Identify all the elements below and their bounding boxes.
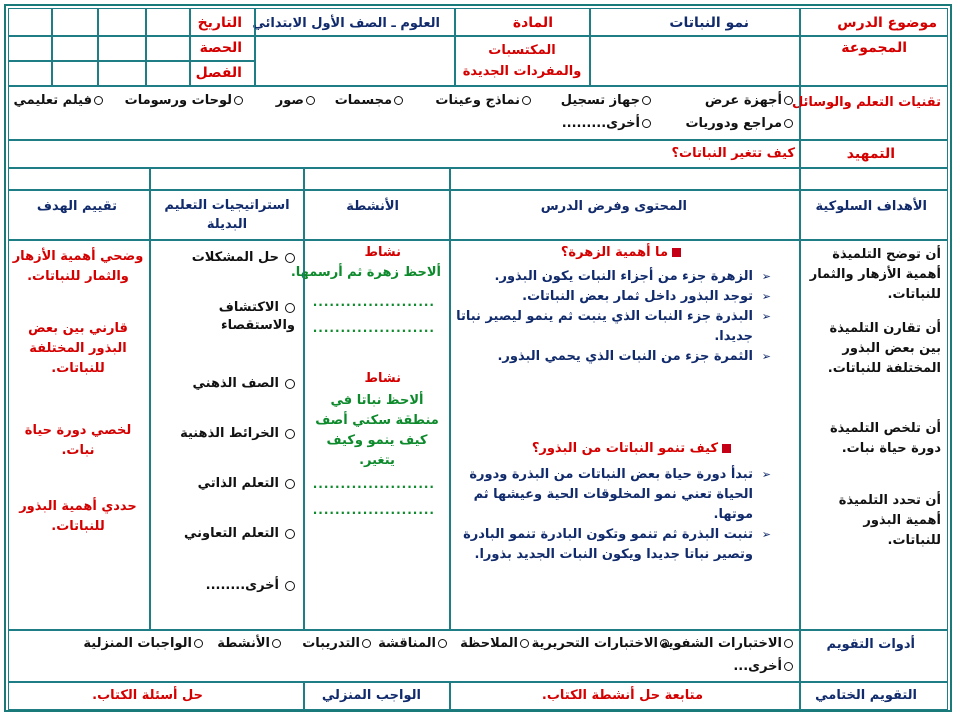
assessment-option[interactable]: الملاحظة (460, 636, 529, 651)
grid-cell[interactable] (52, 8, 98, 36)
radio-icon[interactable] (784, 96, 793, 105)
materials-option-3d-models[interactable]: مجسمات (335, 93, 403, 108)
strategy-item: الاكتشاف والاستقصاء (218, 300, 295, 333)
radio-icon[interactable] (642, 119, 651, 128)
content-cell (450, 240, 800, 630)
strategy-item: التعلم الذاتي (198, 475, 295, 493)
intro-label-cell (800, 140, 948, 168)
assessment-tools-label-cell (800, 630, 948, 682)
spacer-cell (450, 168, 800, 190)
radio-icon[interactable] (438, 639, 447, 648)
final-eval-value-cell (450, 682, 800, 710)
grid-cell[interactable] (146, 8, 190, 36)
radio-icon[interactable] (642, 96, 651, 105)
evaluation-1: وضحي أهمية الأزهار والثمار للنباتات. (12, 249, 144, 284)
period-label-cell (190, 36, 255, 61)
radio-icon[interactable] (660, 639, 669, 648)
new-vocab-label-cell (455, 36, 590, 86)
objective-2: أن تقارن التلميذة بين بعض البذور المختلفة للنباتات. (827, 321, 941, 376)
homework-value-cell (8, 682, 304, 710)
subject-label: المادة (512, 15, 553, 31)
radio-icon[interactable] (194, 639, 203, 648)
assessment-option[interactable]: الأنشطة (217, 636, 281, 651)
homework-value: حل أسئلة الكتاب. (92, 688, 203, 703)
materials-option-other[interactable]: أخرى......... (562, 116, 651, 131)
radio-icon[interactable] (394, 96, 403, 105)
date-label-cell (190, 8, 255, 36)
materials-option-posters[interactable]: لوحات ورسومات (125, 93, 243, 108)
homework-label-cell (304, 682, 450, 710)
activity-1-text: ألاحظ زهرة ثم أرسمها. (290, 265, 441, 280)
class-label-cell (190, 61, 255, 86)
radio-icon[interactable] (784, 119, 793, 128)
new-vocab-value-cell[interactable] (255, 36, 455, 86)
circle-bullet-icon (285, 581, 295, 591)
new-vocab-label: المكتسبات والمفردات الجديدة (462, 43, 582, 79)
content-list-2 (455, 465, 771, 565)
strategy-item: الخرائط الذهنية (180, 425, 295, 443)
square-bullet-icon (672, 248, 681, 257)
spacer-cell (150, 168, 304, 190)
final-eval-label-cell (800, 682, 948, 710)
materials-option-models[interactable]: نماذج وعينات (435, 93, 531, 108)
grid-cell[interactable] (8, 61, 52, 86)
strategies-cell (150, 240, 304, 630)
materials-option-references[interactable]: مراجع ودوريات (685, 116, 793, 131)
content-item: ➢ الثمرة جزء من النبات الذي يحمي البذور. (455, 347, 771, 367)
materials-label-cell (791, 86, 948, 140)
lesson-topic-value: نمو النباتات (669, 15, 749, 31)
grid-cell[interactable] (98, 36, 146, 61)
content-item: ➢ البذرة جزء النبات الذي ينبت ثم ينمو ليصير نباتا جديدا. (455, 307, 771, 347)
objective-1: أن توضح التلميذة أهمية الأزهار والثمار للنباتات. (809, 247, 941, 302)
radio-icon[interactable] (234, 96, 243, 105)
content-question-2: كيف تنمو النباتات من البذور؟ (532, 441, 731, 456)
intro-label: التمهيد (846, 146, 895, 162)
col-objectives-header: الأهداف السلوكية (800, 190, 948, 240)
objective-4: أن تحدد التلميذة أهمية البذور للنباتات. (838, 493, 941, 548)
assessment-option-other[interactable]: أخرى... (733, 659, 793, 674)
evaluation-4: حددي أهمية البذور للنباتات. (19, 499, 137, 534)
radio-icon[interactable] (94, 96, 103, 105)
col-activities-header: الأنشطة (304, 190, 450, 240)
col-strategies-header: استراتيجيات التعليم البديلة (150, 190, 304, 240)
activity-1-dots: ...................... (312, 321, 435, 335)
materials-option-recorder[interactable]: جهاز تسجيل (561, 93, 651, 108)
assessment-tools-cell (8, 630, 800, 682)
col-content-header: المحتوى وفرض الدرس (450, 190, 800, 240)
strategy-item: حل المشكلات (192, 249, 295, 267)
col-evaluation-header: تقييم الهدف (8, 190, 150, 240)
evaluation-2: قارني بين بعض البذور المختلفة للنباتات. (28, 321, 128, 376)
circle-bullet-icon (285, 429, 295, 439)
group-value-cell[interactable] (590, 36, 800, 86)
assessment-tools-label: أدوات التقويم (826, 637, 915, 652)
homework-label: الواجب المنزلي (321, 688, 421, 703)
activity-1-dots: ...................... (312, 295, 435, 309)
radio-icon[interactable] (362, 639, 371, 648)
content-item: ➢ توجد البذور داخل ثمار بعض النباتات. (455, 287, 771, 307)
radio-icon[interactable] (522, 96, 531, 105)
grid-cell[interactable] (146, 61, 190, 86)
materials-label: تقنيات التعلم والوسائل (791, 95, 941, 110)
subject-value: العلوم ـ الصف الأول الابتدائي (252, 16, 440, 31)
objective-3: أن تلخص التلميذة دورة حياة نبات. (829, 421, 941, 456)
square-bullet-icon (722, 444, 731, 453)
materials-option-projectors[interactable]: أجهزة عرض (705, 93, 793, 108)
grid-cell[interactable] (8, 8, 52, 36)
objectives-cell (800, 240, 948, 630)
period-label: الحصة (199, 40, 242, 56)
activity-2-text: ألاحظ نباتا في منطقة سكني أصف كيف ينمو وكيف يتغير. (315, 393, 439, 468)
activities-cell (290, 240, 450, 630)
assessment-option[interactable]: التدريبات (302, 636, 371, 651)
strategy-item: التعلم التعاوني (184, 525, 295, 543)
radio-icon[interactable] (272, 639, 281, 648)
materials-option-film[interactable]: فيلم تعليمي (13, 93, 103, 108)
evaluation-cell (8, 240, 150, 630)
grid-cell[interactable] (52, 36, 98, 61)
activity-2-dots: ...................... (312, 477, 435, 491)
circle-bullet-icon (285, 303, 295, 313)
circle-bullet-icon (285, 253, 295, 263)
grid-cell[interactable] (8, 36, 52, 61)
lesson-topic-label-cell (800, 8, 948, 36)
circle-bullet-icon (285, 479, 295, 489)
activity-2-title: نشاط (364, 371, 401, 386)
grid-cell[interactable] (52, 61, 98, 86)
circle-bullet-icon (285, 529, 295, 539)
content-list-1 (455, 267, 771, 367)
activity-2-dots: ...................... (312, 503, 435, 517)
subject-label-cell (455, 8, 590, 36)
class-label: الفصل (195, 65, 242, 81)
grid-cell[interactable] (98, 61, 146, 86)
evaluation-3: لخصي دورة حياة نبات. (24, 423, 132, 458)
intro-value-cell (8, 140, 800, 168)
content-item: ➢ تبدأ دورة حياة بعض النباتات من البذرة ودورة الحياة تعني نمو المخلوقات الحية وعيشها ثم موتها. (455, 465, 771, 525)
assessment-option[interactable]: الواجبات المنزلية (83, 636, 203, 651)
radio-icon[interactable] (784, 639, 793, 648)
radio-icon[interactable] (306, 96, 315, 105)
lesson-topic-value-cell (590, 8, 800, 36)
assessment-option[interactable]: الاختبارات الشفوية (661, 636, 793, 651)
spacer-cell (8, 168, 150, 190)
assessment-option[interactable]: الاختبارات التحريرية (532, 636, 669, 651)
spacer-cell (800, 168, 948, 190)
date-label: التاريخ (197, 15, 242, 31)
strategy-item: أخرى........ (206, 577, 295, 595)
radio-icon[interactable] (520, 639, 529, 648)
spacer-cell (304, 168, 450, 190)
group-label-cell (800, 36, 948, 86)
grid-cell[interactable] (98, 8, 146, 36)
content-question-1: ما أهمية الزهرة؟ (561, 245, 681, 260)
subject-value-cell (252, 8, 455, 36)
content-item: ➢ الزهرة جزء من أجزاء النبات يكون البذور. (455, 267, 771, 287)
assessment-option[interactable]: المناقشة (378, 636, 447, 651)
final-eval-value: متابعة حل أنشطة الكتاب. (541, 688, 703, 703)
content-item: ➢ تنبت البذرة ثم تنمو وتكون البادرة تنمو البادرة وتصير نباتا جديدا ويكون النبات الجديد بذورا. (455, 525, 771, 565)
lesson-topic-label: موضوع الدرس (837, 15, 937, 31)
final-eval-label: التقويم الختامي (815, 688, 917, 703)
radio-icon[interactable] (784, 662, 793, 671)
materials-option-pictures[interactable]: صور (276, 93, 315, 108)
materials-options-cell (8, 86, 800, 140)
strategy-item: الصف الذهني (193, 375, 295, 393)
activity-1-title: نشاط (364, 245, 401, 260)
group-label: المجموعة (841, 40, 907, 56)
grid-cell[interactable] (146, 36, 190, 61)
intro-question: كيف تتغير النباتات؟ (671, 146, 795, 161)
circle-bullet-icon (285, 379, 295, 389)
